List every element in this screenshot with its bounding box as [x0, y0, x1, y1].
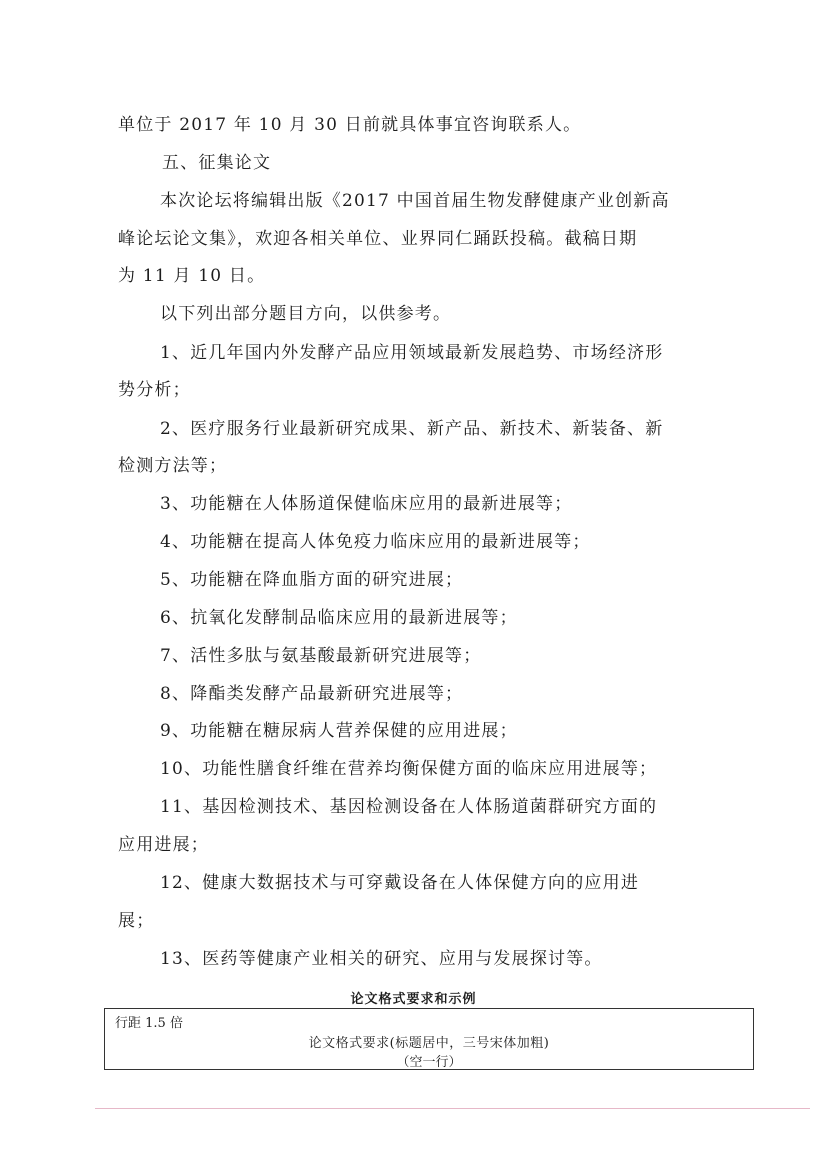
topic-item-9: 9、功能糖在糖尿病人营养保健的应用进展；: [160, 721, 518, 741]
topic-item-11-line1: 11、基因检测技术、基因检测设备在人体肠道菌群研究方面的: [160, 797, 658, 817]
topic-item-1-line2: 势分析；: [118, 380, 191, 400]
line-spacing-note: 行距 1.5 倍: [115, 1016, 183, 1031]
topic-item-1-line1: 1、近几年国内外发酵产品应用领域最新发展趋势、市场经济形: [160, 343, 664, 363]
topic-item-6: 6、抗氧化发酵制品临床应用的最新进展等；: [160, 608, 518, 628]
section-heading-papers: 五、征集论文: [162, 153, 272, 173]
footer-divider: [95, 1108, 810, 1109]
topic-item-5: 5、功能糖在降血脂方面的研究进展；: [160, 570, 464, 590]
title-format-requirement: 论文格式要求(标题居中，三号宋体加粗): [308, 1036, 550, 1051]
paragraph-call-for-papers-line3: 为 11 月 10 日。: [118, 266, 266, 286]
blank-line-note: （空一行）: [396, 1055, 462, 1070]
paragraph-contact-deadline: 单位于 2017 年 10 月 30 日前就具体事宜咨询联系人。: [118, 115, 582, 135]
topic-item-10: 10、功能性膳食纤维在营养均衡保健方面的临床应用进展等；: [160, 759, 658, 779]
topic-item-8: 8、降酯类发酵产品最新研究进展等；: [160, 684, 464, 704]
topic-item-12-line1: 12、健康大数据技术与可穿戴设备在人体保健方向的应用进: [160, 873, 640, 893]
topic-item-2-line2: 检测方法等；: [118, 456, 228, 476]
paragraph-topics-intro: 以下列出部分题目方向，以供参考。: [160, 304, 452, 324]
topic-item-3: 3、功能糖在人体肠道保健临床应用的最新进展等；: [160, 494, 573, 514]
topic-item-7: 7、活性多肽与氨基酸最新研究进展等；: [160, 646, 482, 666]
format-sample-box: [104, 1008, 754, 1070]
topic-item-13: 13、医药等健康产业相关的研究、应用与发展探讨等。: [160, 949, 603, 969]
topic-item-12-line2: 展；: [118, 911, 155, 931]
paragraph-call-for-papers-line2: 峰论坛论文集》，欢迎各相关单位、业界同仁踊跃投稿。截稿日期: [118, 229, 638, 249]
topic-item-2-line1: 2、医疗服务行业最新研究成果、新产品、新技术、新装备、新: [160, 419, 664, 439]
paragraph-call-for-papers-line1: 本次论坛将编辑出版《2017 中国首届生物发酵健康产业创新高: [160, 191, 670, 211]
topic-item-11-line2: 应用进展；: [118, 835, 209, 855]
topic-item-4: 4、功能糖在提高人体免疫力临床应用的最新进展等；: [160, 532, 591, 552]
format-sample-caption: 论文格式要求和示例: [350, 992, 477, 1007]
